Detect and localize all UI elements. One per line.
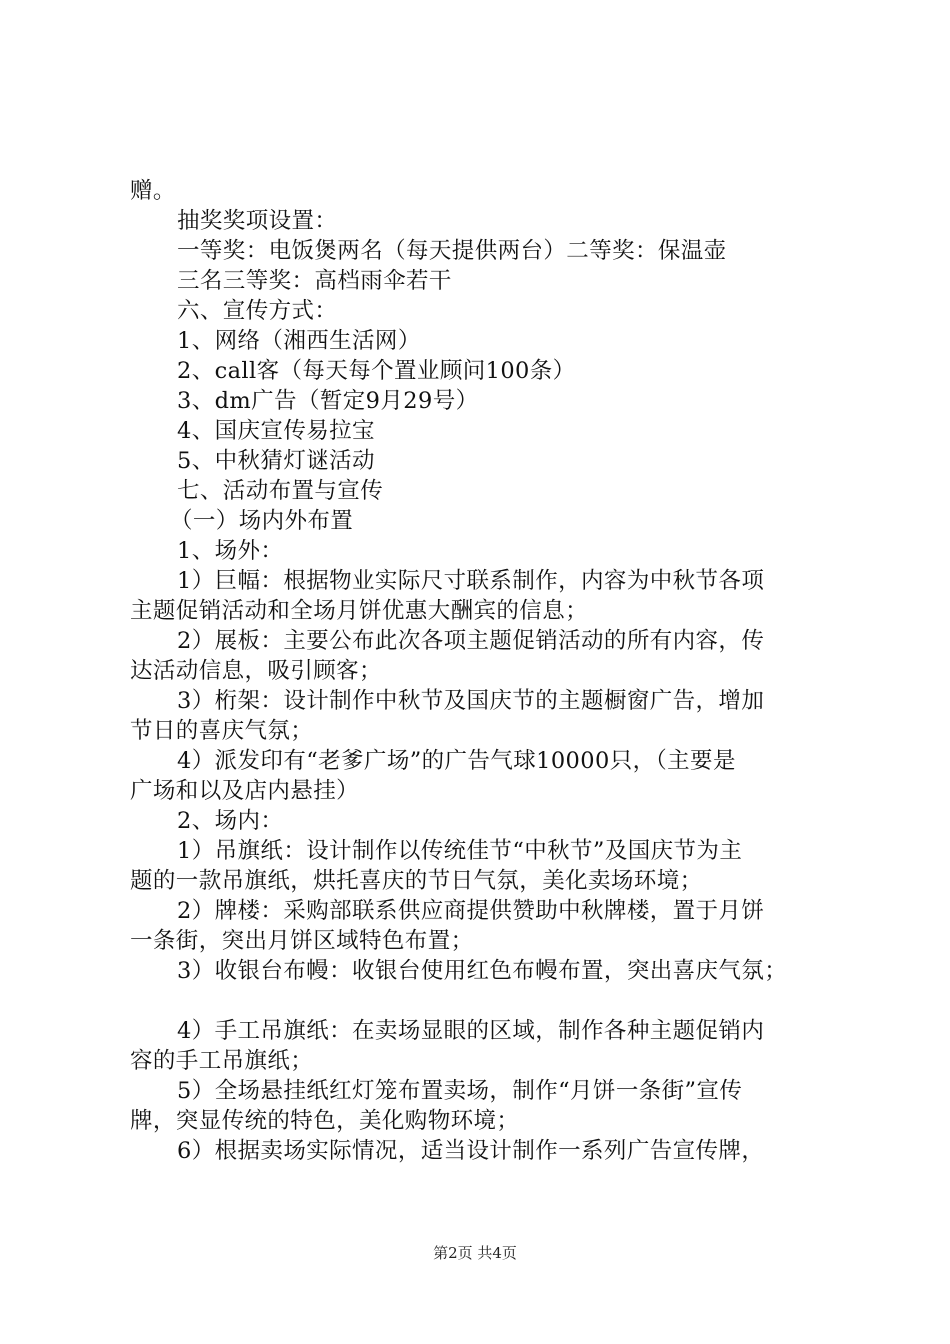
- section-heading: 六、宣传方式：: [177, 298, 338, 324]
- list-item: 1、网络（湘西生活网）: [177, 328, 421, 354]
- text-line: 5）全场悬挂纸红灯笼布置卖场，制作“月饼一条街”宣传: [177, 1078, 743, 1104]
- text-line: 抽奖奖项设置：: [177, 208, 338, 234]
- text-line: 2）展板：主要公布此次各项主题促销活动的所有内容，传: [177, 628, 765, 654]
- list-item: 5、中秋猜灯谜活动: [177, 448, 375, 474]
- text-line: 达活动信息，吸引顾客；: [130, 658, 382, 684]
- text-line: 3）收银台布幔：收银台使用红色布幔布置，突出喜庆气氛；: [177, 958, 788, 984]
- text-line: 2）牌楼：采购部联系供应商提供赞助中秋牌楼，置于月饼: [177, 898, 765, 924]
- list-item: 3、dm广告（暂定9月29号）: [177, 388, 479, 414]
- text-line: 4）派发印有“老爹广场”的广告气球10000只，（主要是: [177, 748, 736, 774]
- page-number-footer: 第2页 共4页: [433, 1244, 517, 1262]
- subsection-heading: （一）场内外布置: [170, 508, 354, 534]
- text-line: 一等奖：电饭煲两名（每天提供两台）二等奖：保温壶: [177, 238, 727, 264]
- subsection-heading: 1、场外：: [177, 538, 284, 564]
- subsection-heading: 2、场内：: [177, 808, 284, 834]
- text-line: 广场和以及店内悬挂）: [130, 778, 360, 804]
- text-line: 容的手工吊旗纸；: [130, 1048, 314, 1074]
- text-line: 赠。: [130, 178, 176, 204]
- list-item: 2、call客（每天每个置业顾问100条）: [177, 358, 576, 384]
- text-line: 3）桁架：设计制作中秋节及国庆节的主题橱窗广告，增加: [177, 688, 765, 714]
- text-line: 4）手工吊旗纸：在卖场显眼的区域，制作各种主题促销内: [177, 1018, 765, 1044]
- text-line: 牌，突显传统的特色，美化购物环境；: [130, 1108, 520, 1134]
- text-line: 1）巨幅：根据物业实际尺寸联系制作，内容为中秋节各项: [177, 568, 765, 594]
- text-line: 题的一款吊旗纸，烘托喜庆的节日气氛，美化卖场环境；: [130, 868, 703, 894]
- text-line: 1）吊旗纸：设计制作以传统佳节“中秋节”及国庆节为主: [177, 838, 743, 864]
- text-line: 节日的喜庆气氛；: [130, 718, 314, 744]
- text-line: 一条街，突出月饼区域特色布置；: [130, 928, 474, 954]
- text-line: 三名三等奖：高档雨伞若干: [177, 268, 452, 294]
- list-item: 4、国庆宣传易拉宝: [177, 418, 375, 444]
- text-line: 6）根据卖场实际情况，适当设计制作一系列广告宣传牌，: [177, 1138, 765, 1164]
- section-heading: 七、活动布置与宣传: [177, 478, 384, 504]
- text-line: 主题促销活动和全场月饼优惠大酬宾的信息；: [130, 598, 589, 624]
